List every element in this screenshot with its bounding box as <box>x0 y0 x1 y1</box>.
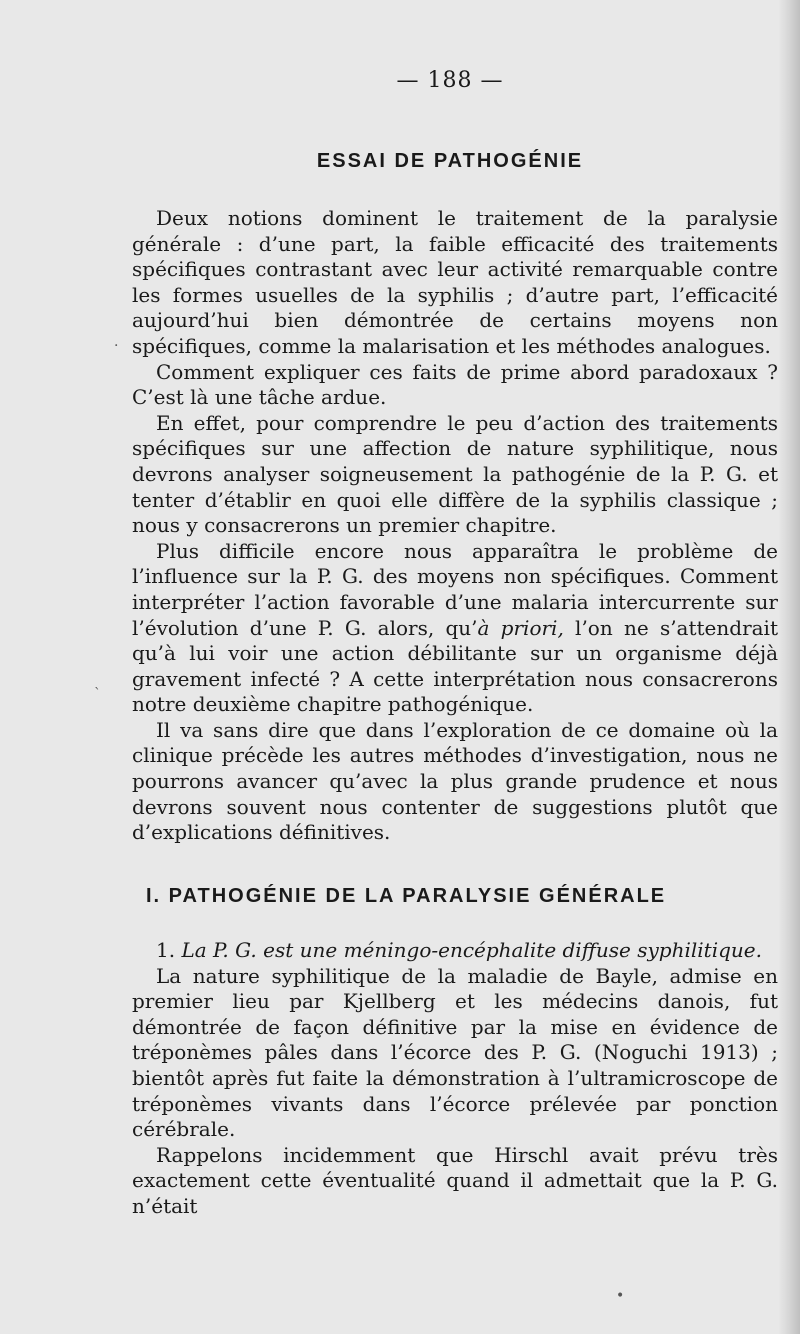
paragraph-text: l’on ne s’attendrait qu’à lui voir une action débilitante sur un organisme déjà gravement infecté ? A cette interprétation nous consacrerons notre deuxième chapitre pathogénique. <box>132 615 778 717</box>
margin-dot-mark: · <box>114 338 119 354</box>
bottom-dot-mark: • <box>616 1288 625 1304</box>
page-number: — 188 — <box>396 68 504 93</box>
essay-paragraph: Deux notions dominent le traitement de la paralysie générale : d’une part, la faible efficacité des traitements spécifiques contrastant avec leur activité remarquable contre les formes usuelles de la syphilis ; d’autre part, l’efficacité aujourd’hui bien démontrée de certains moyens non spécifiques, comme la malarisation et les méthodes analogues. <box>132 206 778 358</box>
paragraph-text: Plus difficile encore nous apparaîtra le problème de l’influence sur la P. G. des moyens non spécifiques. Comment interpréter l’action favorable d’une malaria intercurrente sur l’évolution d’une P. G. alors, qu’ <box>132 538 778 640</box>
chapter-paragraph: La nature syphilitique de la maladie de Bayle, admise en premier lieu par Kjellberg et les médecins danois, fut démontrée de façon définitive par la mise en évidence de tréponèmes pâles dans l’écorce des P. G. (Noguchi 1913) ; bientôt après fut faite la démonstration à l’ultramicroscope de tréponèmes vivants dans l’écorce prélevée par ponction cérébrale. <box>132 963 778 1142</box>
essay-body <box>132 206 778 846</box>
chapter-body <box>132 938 778 1220</box>
subsection-title-text: La P. G. est une méningo-encéphalite diffuse syphilitique. <box>181 938 762 962</box>
chapter-paragraph: Rappelons incidemment que Hirschl avait prévu très exactement cette éventualité quand il admettait que la P. G. n’était <box>132 1142 778 1218</box>
subsection-title <box>132 938 778 964</box>
italic-phrase: à priori, <box>477 615 564 640</box>
subsection-number: 1. <box>156 938 176 962</box>
essay-paragraph: Comment expliquer ces faits de prime abord paradoxaux ? C’est là une tâche ardue. <box>132 359 778 410</box>
chapter-heading: I. PATHOGÉNIE DE LA PARALYSIE GÉNÉRALE <box>146 885 667 907</box>
essay-paragraph: Il va sans dire que dans l’exploration de ce domaine où la clinique précède les autres méthodes d’investigation, nous ne pourrons avancer qu’avec la plus grande prudence et nous devrons souvent nous contenter de suggestions plutôt que d’explications définitives. <box>132 717 778 845</box>
essay-paragraph: En effet, pour comprendre le peu d’action des traitements spécifiques sur une affection de nature syphilitique, nous devrons analyser soigneusement la pathogénie de la P. G. et tenter d’établir en quoi elle diffère de la syphilis classique ; nous y consacrerons un premier chapitre. <box>132 410 778 538</box>
essay-paragraph-with-italic <box>132 539 778 718</box>
scan-page-edge-shadow <box>778 0 800 1334</box>
essay-title: ESSAI DE PATHOGÉNIE <box>316 150 584 172</box>
margin-dot-mark: ` <box>94 686 101 702</box>
